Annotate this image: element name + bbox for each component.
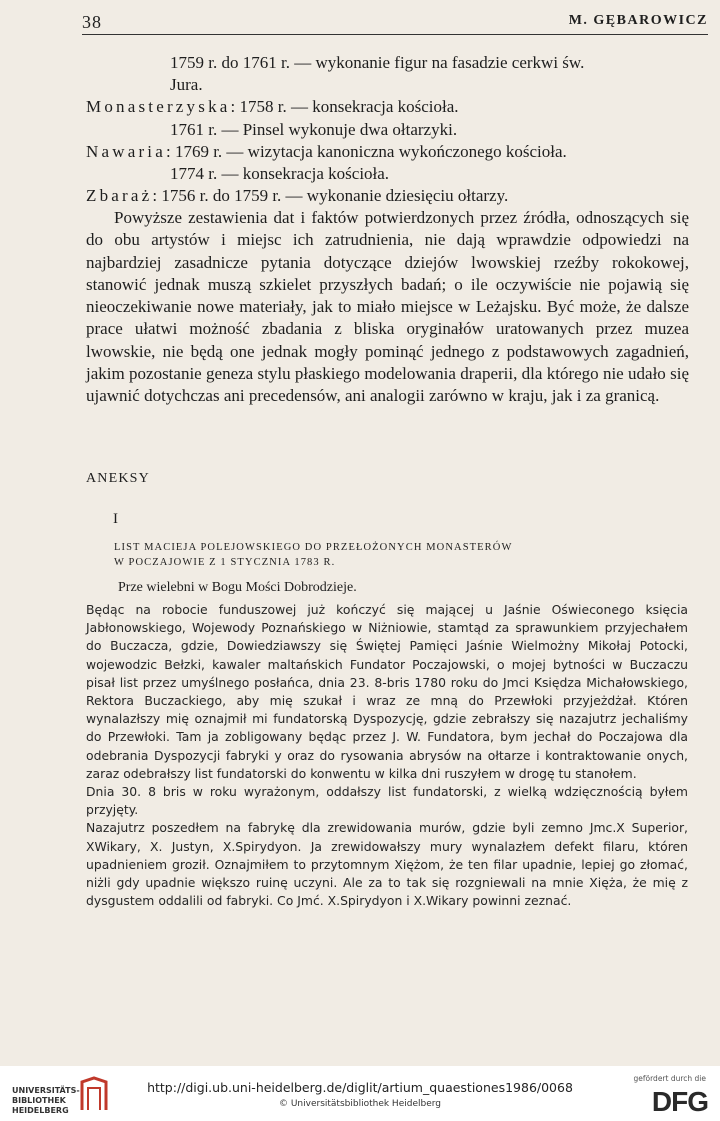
page-header xyxy=(82,12,708,34)
letter-paragraph: Dnia 30. 8 bris w roku wyrażonym, oddałszy list fundatorski, z wielką wdzięcznością byłem przyjęty. xyxy=(86,784,688,818)
copyright-notice: © Universitätsbibliothek Heidelberg xyxy=(278,1099,441,1109)
list-item xyxy=(86,96,696,118)
letter-body xyxy=(86,601,688,910)
list-item: 1774 r. — konsekracja kościoła. xyxy=(170,164,390,184)
letter-title-line: LIST MACIEJA POLEJOWSKIEGO DO PRZEŁOŻONYCH MONASTERÓW xyxy=(114,542,513,553)
funding-note: gefördert durch die xyxy=(633,1074,706,1083)
header-rule xyxy=(82,34,708,35)
letter-paragraph: Nazajutrz poszedłem na fabrykę dla zrewidowania murów, gdzie byli zemno Jmc.X Superior, XWikary, X. Justyn, X.Spirydyon. Ja zrewidowałszy mury wynalazłem defekt filaru, któren upadnieniem groził. Oznajmiłem to przytomnym Xiężom, że ten filar upadnie, lepiej go złomać, niżli gdy upadnie większo ruinę uczyni. Ale za to tak się rozgniewali na mnie Xięża, że mię z dysgustem oddalili od fabryki. Co Jmć. X.Spirydyon i X.Wikary powinni zeznać. xyxy=(86,820,688,909)
dfg-logo[interactable]: DFG xyxy=(651,1086,708,1117)
chronology-list xyxy=(86,52,696,207)
place-name: Monasterzyska xyxy=(86,97,231,117)
viewer-footer xyxy=(0,1066,720,1121)
place-name: Nawaria xyxy=(86,141,166,161)
body-paragraph: Powyższe zestawienia dat i faktów potwierdzonych przez źródła, odnoszących się do obu artystów i miejsc ich zatrudnienia, nie dają wprawdzie odpowiedzi na najbardziej zasadnicze pytania dotyczące dziejów lwowskiej rzeźby rokokowej, stanowić jednak muszą szkielet przyszłych badań; o ile oczywiście nie pojawią się nieoczekiwanie nowe materiały, jak to miało miejsce w Leżajsku. Być może, że dalsze prace ułatwi możność zbadania z bliska oryginałów uratowanych przez muzea lwowskie, nie będą one jednak mogły pominąć jednego z podstawowych zagadnień, jakim pozostanie geneza stylu płaskiego modelowania draperii, dla którego nie udało się ujawnić dotychczas ani precedensów, ani analogii zarówno w kraju, jak i za granicą. xyxy=(86,208,689,406)
logo-line: HEIDELBERG xyxy=(12,1106,69,1115)
page-number: 38 xyxy=(82,12,102,32)
list-item xyxy=(86,185,696,207)
place-name: Zbaraż xyxy=(86,186,153,206)
letter-paragraph: Będąc na robocie funduszowej już kończyć się mającej u Jaśnie Oświeconego księcia Jabłonowskiego, Wojewody Poznańskiego w Niżniowie, stamtąd za sprawunkiem przyjechałem do Buczacza, gdzie, Dowiedziawszy się Świętej Pamięci Jaśnie Wielmożny Mikołaj Potocki, wojewodzic Bełzki, kawaler maltańskich Fundator Poczajowski, o mojej bytności w Buczaczu pisał list przez umyślnego posłańca, dnia 23. 8-bris 1780 roku do Jmci Księdza Michałowskiego, Rektora Buczackiego, aby mię szukał i wraz ze mną do Przewłoki przyjeżdżał. Któren wynalazłszy mię oznajmił mi fundatorską Dyspozycję, gdzie zebrałszy się nazajutrz jechaliśmy do Przewłoki. Tam ja zobligowany będąc przez J. W. Fundatora, bym jechał do Poczajowa dla odebrania Dyspozycji fabryki y oraz do rysowania abrysów na ołtarze i kontraktowanie onych, zaraz odebrałszy list fundatorski do konwentu w kilka dni ruszyłem w drogę tu stanołem. xyxy=(86,602,688,781)
letter-title-line: W POCZAJOWIE Z 1 STYCZNIA 1783 R. xyxy=(114,557,336,568)
list-item xyxy=(86,141,696,163)
entry-text: : 1756 r. do 1759 r. — wykonanie dziesięciu ołtarzy. xyxy=(152,186,509,206)
logo-line: BIBLIOTHEK xyxy=(12,1096,66,1105)
letter-title xyxy=(114,540,674,570)
annex-heading: ANEKSY xyxy=(86,471,150,486)
annex-number: I xyxy=(113,511,118,527)
letter-salutation: Prze wielebni w Bogu Mości Dobrodzieje. xyxy=(118,580,357,595)
permalink-url[interactable]: http://digi.ub.uni-heidelberg.de/diglit/artium_quaestiones1986/0068 xyxy=(147,1080,573,1095)
list-item: 1761 r. — Pinsel wykonuje dwa ołtarzyki. xyxy=(170,119,458,139)
entry-text: : 1769 r. — wizytacja kanoniczna wykończonego kościoła. xyxy=(165,141,567,161)
list-item: 1759 r. do 1761 r. — wykonanie figur na fasadzie cerkwi św. xyxy=(170,53,585,72)
logo-line: UNIVERSITÄTS- xyxy=(12,1086,80,1095)
list-item: Jura. xyxy=(170,75,203,95)
entry-text: : 1758 r. — konsekracja kościoła. xyxy=(230,97,459,117)
running-head: M. GĘBAROWICZ xyxy=(568,13,708,28)
